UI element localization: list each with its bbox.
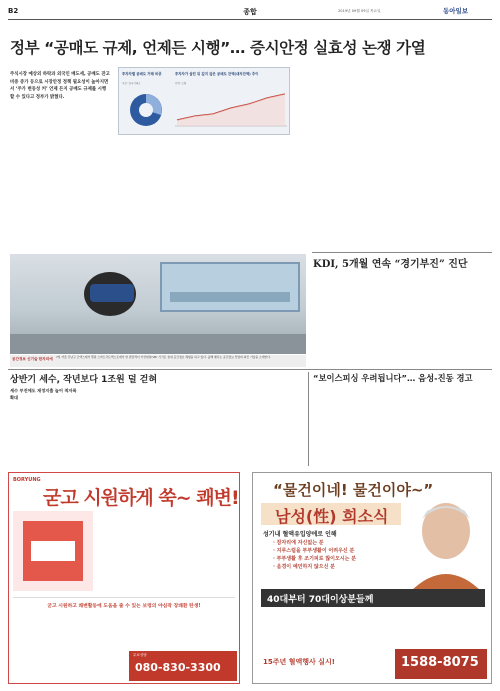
product-label [31, 541, 75, 561]
chart-title-2: 투자자가 살린 뒤 갚지 않은 공매도 잔액(대차잔액) 추이 [175, 72, 259, 76]
ad-cta: 굳고 시원하고 쾌변활동에 도움을 줄 수 있는 보령의 야심작 장쾌환 탄생! [47, 604, 201, 609]
main-story-body-col3 [207, 141, 290, 249]
ad2-phone: 1588-8075 [401, 655, 479, 670]
vr-headset [90, 284, 134, 302]
ad-headline: 굳고 시원하게 쑥~ 쾌변! [43, 487, 239, 509]
ad-body-col2 [169, 513, 235, 593]
tax-lead: 세수 부진에도 재정지출 늘어 적자폭 확대 [10, 388, 77, 400]
page-header [8, 6, 492, 20]
man-photo [403, 497, 489, 593]
ad2-title: 남성(性) 희소식 [275, 507, 389, 526]
insurance-body-col2 [405, 387, 491, 466]
tax-body-col1 [10, 410, 80, 466]
mens-health-ad [252, 472, 492, 684]
section-name: 종합 [243, 8, 257, 16]
ad-phone: 080-830-3300 [135, 661, 221, 674]
main-headline: 정부 “공매도 규제, 언제든 시행”… 증시안정 실효성 논쟁 가열 [10, 39, 426, 57]
ad2-offer: 40대부터 70대이상분들께 [267, 595, 374, 605]
page-number: B2 [8, 7, 19, 15]
insurance-left-col [243, 372, 305, 466]
screen-content [162, 264, 298, 310]
ad-brand: BORYUNG [13, 477, 41, 483]
donut-chart [122, 88, 170, 132]
ad2-item-0: · 잠자리에 자신없는 분 [273, 540, 324, 546]
ad-product-image [13, 511, 93, 591]
issue-date: 2019년 09월 09일 목요일 [338, 9, 381, 13]
photo-caption: 7일 서울 강남구 코엑스에서 열린 스마트국토엑스포에서 한 관람객이 가상현실(VR) 기기로 실내 공간정보 체험을 하고 있다. 올해 행사는 공간정보 산업의 최신 기술을 소개한다. [56, 355, 271, 359]
screen-city [170, 292, 290, 302]
section-divider [8, 369, 492, 370]
ad2-top-line: “물건이네! 물건이야~” [273, 481, 434, 499]
photo-illustration [10, 254, 306, 354]
main-story-body-col2 [118, 141, 200, 249]
ad-footnote [13, 623, 235, 651]
tax-headline: 상반기 세수, 작년보다 1조원 덜 걷혀 [10, 375, 158, 385]
kdi-body-col2 [405, 274, 491, 364]
column-rule [308, 372, 309, 466]
ad2-phone-box [395, 649, 487, 679]
photo-floor [10, 334, 306, 354]
chart-unit: 단위: 조원 [175, 82, 187, 85]
product-box-icon [13, 511, 93, 591]
tax-body-col2 [86, 387, 158, 466]
insurance-body-col1 [313, 387, 399, 466]
vr-exhibit-photo [10, 254, 306, 354]
kdi-top-rule [312, 252, 492, 253]
ad2-offer-bar [261, 589, 485, 607]
photo-title: 공간정보 신기술 한자리에 [12, 357, 53, 361]
line-chart [175, 86, 287, 132]
stock-chart-box [118, 67, 290, 135]
donut-hole [139, 103, 153, 117]
newspaper-name: 동아일보 [443, 7, 469, 15]
ad2-event-box [261, 649, 391, 681]
tax-body-col3 [164, 387, 236, 466]
ad2-sub: 성기내 혈액유입양에로 인해 [263, 531, 337, 538]
boryung-ad [8, 472, 240, 684]
kdi-body-col1 [313, 274, 399, 364]
ad-cta-bar [13, 597, 235, 619]
ad-phone-box [129, 651, 237, 681]
ad2-title-band [261, 503, 401, 525]
ad2-item-1: · 지루스럼을 부부생활이 어려우신 분 [273, 548, 355, 554]
main-story-body-col4 [297, 67, 393, 249]
ad2-item-2: · 부부생활 후 조기피로 많이오시는 분 [273, 556, 357, 562]
kdi-headline: KDI, 5개월 연속 “경기부진” 진단 [313, 259, 468, 270]
chart-title-1: 투자자별 공매도 거래 비중 [122, 72, 162, 76]
chart-source: 자료: 한국거래소 [122, 82, 141, 85]
ad2-event: 15주년 혈액행사 실시! [263, 658, 335, 666]
ad2-item-3: · 음경이 예민하지 않으신 분 [273, 564, 335, 570]
main-story-lead: 주식시장 예상외 하락과 외국인 매도세, 공매도 잔고 비중 증가 등으로 시장안정 정책 필요성이 높아지면서 ‘주가 변동성 커’ 언제 든지 공매도 규제를 시행할 수 있다고 정부가 밝혔다. [10, 72, 110, 100]
ad-badge: 무료상담 [133, 653, 147, 657]
ad2-body [263, 611, 485, 641]
main-story-body-col5 [399, 67, 491, 249]
insurance-headline: “보이스피싱 우려됩니다”… 음성-진동 경고 [313, 373, 473, 383]
chart-series-area [177, 94, 285, 126]
main-story-body-col1 [10, 133, 110, 249]
ad-body-col1 [99, 513, 164, 593]
